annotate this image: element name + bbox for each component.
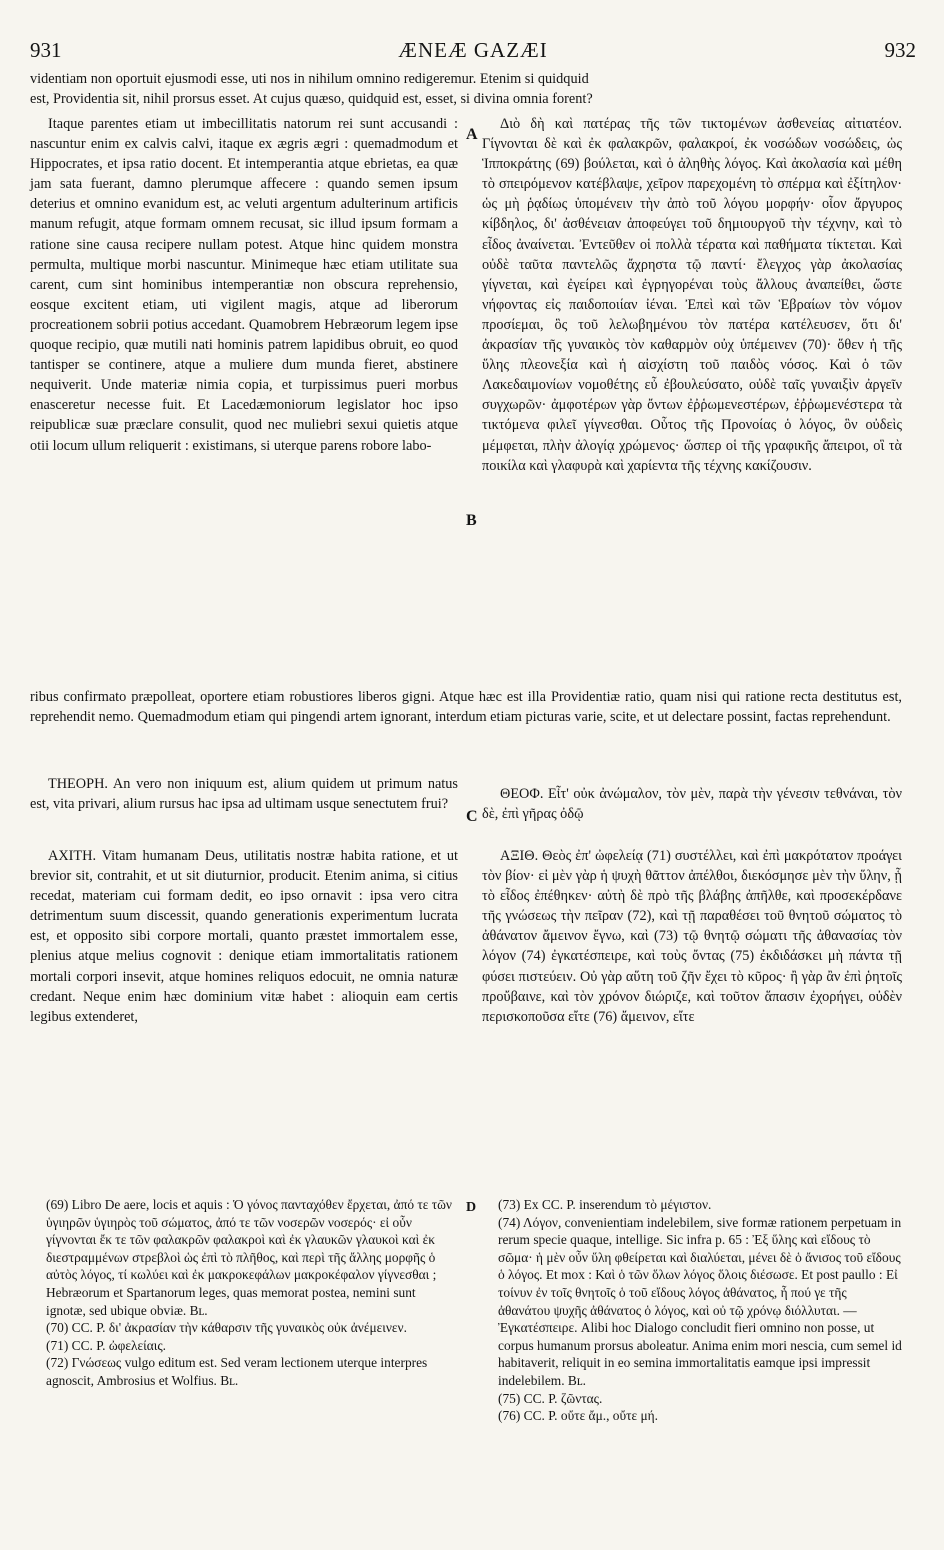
footnote: (75) CC. P. ζῶντας. <box>498 1390 603 1406</box>
footnote: (70) CC. P. δι' ἀκρασίαν τὴν κάθαρσιν τῆς γυναικὸς οὐκ ἀνέμεινεν. <box>46 1320 407 1336</box>
text-line: est, Providentia sit, nihil prorsus esset. At cujus quæso, quidquid est, esset, si divina omnia forent? <box>30 90 593 107</box>
greek-theoph-paragraph <box>482 784 902 824</box>
top-continuation <box>30 70 902 109</box>
greek-axith-paragraph <box>482 846 902 1027</box>
footnote: (72) Γνώσεως vulgo editum est. Sed veram lectionem uterque interpres agnoscit, Ambrosius et Wolfius. Bʟ. <box>46 1355 428 1388</box>
page-number-right: 932 <box>884 38 916 62</box>
middle-continuation <box>30 688 902 727</box>
footnote: (69) Libro De aere, locis et aquis : Ὁ γόνος πανταχόθεν ἔρχεται, ἀπό τε τῶν ὑγιηρῶν ὑγιηρὸς τοῦ σώματος, ἀπό τε τῶν νοσερῶν νοσερός· εἰ οὖν γίγνονται ἔκ τε τῶν φαλακρῶν φαλακροὶ καὶ ἐκ γλαυκῶν γλαυκοὶ καὶ ἐκ διεστραμμένων στρεβλοὶ ὡς ἐπὶ τὸ πλῆθος, καὶ περὶ τῆς ἄλλης μορφῆς ὁ αὐτὸς λόγος, τί κωλύει καὶ ἐκ μακροκεφάλων μακροκέφαλον γίγνεσθαι ; Hebræorum et Spartanorum leges, quas memorat postea, nemini sunt ignotæ, sed ubique obviæ. Bʟ. <box>46 1197 452 1318</box>
latin-column-1 <box>30 114 458 686</box>
greek-paragraph: Διὸ δὴ καὶ πατέρας τῆς τῶν τικτομένων ἀσθενείας αἰτιατέον. Γίγνονται δὲ καὶ ἐκ φαλακρῶν, φαλακροί, ἐκ νοσώδων νοσώδεις, ὡς Ἱπποκράτης (69) βούλεται, καὶ ὁ ἀληθὴς λόγος. Καὶ ἀκολασία καὶ μέθη τὸ σπειρόμενον κατέβλαψε, χεῖρον παρεχομένη τὸ σπέρμα καὶ ἐξίτηλον· ὡς μὴ ῥᾳδίως ὑπομένειν τὴν ἀπὸ τοῦ λόγου μορφήν· οἷον ἄργυρος κίβδηλος, δι' ἀσθένειαν ἀποφεύγει τοῦ δημιουργοῦ τὴν τέχνην, καὶ τὸ εἶδος ἀναίνεται. Ἐντεῦθεν οἱ πολλὰ τέρατα καὶ παθήματα τίκτεται. Καὶ οὐδὲ ταῦτα παντελῶς ἄχρηστα τῷ παντί· ἔλεγχος γὰρ ἀκολασίας γίγνεται, καὶ ἐγείρει καὶ ἐγρηγορέναι τοὺς ἄλλους ἀναπείθει, ὥστε νήφοντας εἰς παιδοποιίαν ἰέναι. Ἐπεὶ καὶ τῶν Ἑβραίων τὸν νόμον προσίεμαι, ὃς τοῦ λελωβημένου τὸν πατέρα κατέλευσεν, ὅτι δι' ἀκρασίαν τῆς γυναικὸς τὸν καθαρμὸν οὐχ ὑπέμεινεν (70)· ὅθεν ἡ τῆς ὕλης πλεονεξία καὶ ἡ αἰσχίστη τοῦ παιδὸς νόσος. Καὶ ὁ τῶν Λακεδαιμονίων νομοθέτης εὖ ἐβουλεύσατο, οὐδὲ ταῖς γυναιξὶν ἀργεῖν συγχωρῶν· ἀμφοτέρων γὰρ ὄντων ἐῤῥωμενεστέρων, ἐῤῥωμενέστερα τὰ τικτόμενα φιλεῖ γίγνεσθαι. Οὗτος τῆς Προνοίας ὁ λόγος, ὃν οὐδεὶς μέμφεται, πλὴν ἀλογίᾳ χρώμενος· ὥσπερ οἱ τῆς γραφικῆς ἄπειροι, οἳ τὰ ποικίλα καὶ γλαφυρὰ καὶ χαρίεντα τῆς τέχνης κακίζουσιν. <box>482 116 902 474</box>
footnotes-left <box>30 1196 458 1390</box>
page-header <box>30 38 916 68</box>
full-width-paragraph: ribus confirmato præpolleat, oportere etiam robustiores liberos gigni. Atque hæc est illa Providentiæ ratio, quam nisi qui ratione recta destitutus est, reprehendit nemo. Quemadmodum etiam qui pingendi artem ignorant, interdum etiam picturas varie, scite, et ut delectare possint, factas reprehendunt. <box>30 689 902 725</box>
latin-paragraph: Itaque parentes etiam ut imbecillitatis natorum rei sunt accusandi : nascuntur enim ex calvis calvi, itaque ex ægris ægri : quemadmodum et Hippocrates, et ipsa ratio docent. Et intemperantia atque ebrietas, ea quæ jam sata fuerant, damno plerumque affecere : quando semen ipsum deterius et omnino evanidum est, ac veluti argentum adulterinum artificis manum refugit, atque formam omnem recusat, sic illud ipsum formam a ratione sine causa recipere nullam potest. Atque hinc quidem monstra permulta, multique morbi nascuntur. Minimeque hæc etiam utilitate sua carent, cum sint hominibus intemperantiæ non obscura reprehensio, eosque excitent etiam, uti vigilent magis, atque ad liberorum procreationem sobrii potius accedant. Quamobrem Hebræorum legem ipse quoque recipio, quæ mutili nati hominis patrem lapidibus obruit, eo quod tantisper se continere, atque a muliere dum munda fieret, abstinere nequiverit. Unde materiæ nimia copia, et turpissimus pueri morbus enasceretur necesse fuit. Et Lacedæmoniorum legislator hoc ipso reipublicæ suæ præclare consulit, quod nec muliebri sexui quietis atque otii locum ullum reliquerit : existimans, si uterque parens robore labo- <box>30 116 458 454</box>
footnote: (71) CC. P. ὠφελείαις. <box>46 1337 167 1353</box>
greek-paragraph: ΘΕΟΦ. Εἶτ' οὐκ ἀνώμαλον, τὸν μὲν, παρὰ τὴν γένεσιν τεθνάναι, τὸν δὲ, ἐπὶ γῆρας ὀδῷ <box>482 786 902 823</box>
running-title: ÆNEÆ GAZÆI <box>398 38 548 62</box>
section-marker-b: B <box>466 512 477 529</box>
greek-column-1 <box>482 114 902 686</box>
section-marker-a: A <box>466 126 478 143</box>
latin-paragraph: AXITH. Vitam humanam Deus, utilitatis nostræ habita ratione, et ut brevior sit, contrahit, et ut sit diuturnior, producit. Etenim anima, si citius recedat, materiam cui formam dedit, eo ipso ornavit : ipsa vero citra detrimentum suum discessit, quando generationis experimentum lucrata est, et opposito sibi corpore mortali, quanto præstet immortalem esse, plenius atque melius cognovit : denique etiam immortalitatis rationem mortali corpori insevit, atque homines reliquos edocuit, ne omnia naturæ credant. Neque enim hæc dominium vitæ habet : alioquin eam certis legibus extenderet, <box>30 848 458 1025</box>
footnote: (73) Ex CC. P. inserendum τὸ μέγιστον. <box>498 1197 712 1212</box>
section-marker-c: C <box>466 808 478 825</box>
section-marker-d: D <box>466 1200 477 1215</box>
greek-paragraph: ΑΞΙΘ. Θεὸς ἐπ' ὠφελείᾳ (71) συστέλλει, καὶ ἐπὶ μακρότατον προάγει τὸν βίον· εἰ μὲν γὰρ ἡ ψυχὴ θᾶττον ἀπέλθοι, διεκόσμησε μὲν τὴν ὕλην, ᾗ τὸ εἶδος ἐπέθηκεν· αὐτὴ δὲ πρὸ τῆς βλάβης ἀπῆλθε, καὶ προσεκέρδανε τῆς γνώσεως τὴν πεῖραν (72), καὶ τῇ παραθέσει τοῦ θνητοῦ σώματος τὸ ἀθάνατον ἄμεινον ἔγνω, καὶ (73) τῷ θνητῷ σώματι τῆς ἀθανασίας τὸν λόγον (74) ἐγκατέσπειρε, καὶ τοὺς ὄντας (75) ἐκδιδάσκει μὴ πάντα τῇ φύσει πιστεύειν. Οὐ γὰρ αὕτη τοῦ ζῆν ἔχει τὸ κῦρος· ἢ γὰρ ἂν ἐπὶ ῥητοῖς προὔβαινε, καὶ τὸν χρόνον διώριζε, καὶ τοῦτον ἅπασιν ἐχορήγει, οὐδὲν περισκοποῦσα εἴτε (76) ἄμεινον, εἴτε <box>482 848 902 1025</box>
footnotes-right <box>482 1196 902 1425</box>
latin-theoph-paragraph <box>30 774 458 814</box>
footnote: (74) Λόγον, convenientiam indelebilem, sive formæ rationem perpetuam in rerum specie quaque, intellige. Sic infra p. 65 : Ἐξ ὕλης καὶ εἴδους τὸ σῶμα· ἡ μὲν οὖν ὕλη φθείρεται καὶ διαλύεται, μένει δὲ ὁ ἄνισος τοῦ εἴδους ὁ λόγος. Et mox : Καὶ ὁ τῶν ὅλων λόγος ὅλοις διέσωσε. Et post paullo : Εἰ τοίνυν ἐν τοῖς θνητοῖς ὁ τοῦ εἴδους λόγος ἀθάνατος, ἦ πού γε τῆς ἀθανάτου ψυχῆς ἀθάνατος ὁ λόγος, καὶ οὐ τῷ χρόνῳ διόλλυται. — Ἐγκατέσπειρε. Alibi hoc Dialogo concludit fieri omnino non posse, ut corpus humanum prorsus aboleatur. Anima enim mori nescia, cum semel id habitaverit, reliquit in eo semina immortalitatis eamque ipsi impressit indelebilem. Bʟ. <box>498 1214 902 1388</box>
text-line: videntiam non oportuit ejusmodi esse, uti nos in nihilum omnino redigeremur. Etenim si quidquid <box>30 71 589 87</box>
page-number-left: 931 <box>30 38 62 62</box>
latin-paragraph: THEOPH. An vero non iniquum est, alium quidem ut primum natus est, vita privari, alium rursus hac ipsa ad ultimam usque senectutem frui? <box>30 776 458 813</box>
footnote: (76) CC. P. οὔτε ἄμ., οὔτε μή. <box>498 1408 658 1424</box>
latin-axith-paragraph <box>30 846 458 1027</box>
